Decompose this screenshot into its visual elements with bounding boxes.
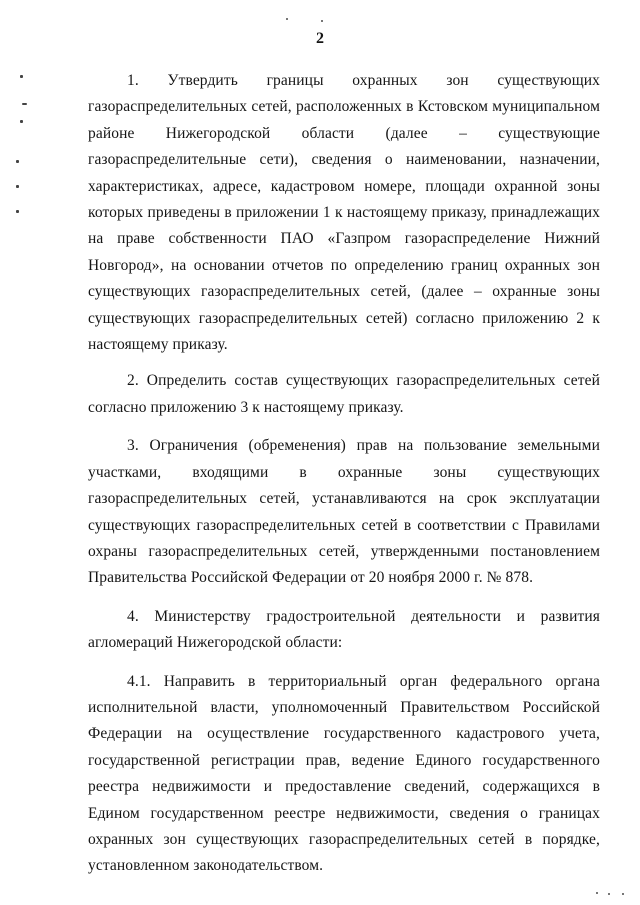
paragraph-3: 3. Ограничения (обременения) прав на пользование земельными участками, входящими в охранные зоны существующих газораспределительных сетей, устанавливаются на срок эксплуатации существующих газораспределительных сетей в соответствии с Правилами охраны газораспределительных сетей, утвержденными постановлением Правительства Российской Федерации от 20 ноября 2000 г. № 878. (88, 437, 600, 587)
document-body (88, 68, 600, 890)
scan-speck (286, 18, 288, 20)
scan-speck (321, 20, 323, 22)
paragraph-4: 4. Министерству градостроительной деятельности и развития агломераций Нижегородской области: (88, 607, 600, 652)
margin-mark (16, 210, 19, 213)
page-number: 2 (316, 30, 324, 47)
paragraph-4-1: 4.1. Направить в территориальный орган федерального органа исполнительной власти, уполномоченный Правительством Российской Федерации на осуществление государственного кадастрового учета, государственной регистрации прав, ведение Единого государственного реестра недвижимости и предоставление сведений, содержащихся в Едином государственном реестре недвижимости, сведения о границах охранных зон существующих газораспределительных сетей в порядке, установленном законодательством. (88, 672, 600, 875)
scan-speck (622, 893, 624, 895)
scan-speck (608, 893, 610, 895)
paragraph-2: 2. Определить состав существующих газораспределительных сетей согласно приложению 3 к настоящему приказу. (88, 372, 600, 416)
margin-mark (22, 103, 27, 105)
scan-speck (596, 892, 598, 894)
margin-mark (20, 75, 23, 78)
margin-mark (16, 160, 19, 163)
paragraph-1: 1. Утвердить границы охранных зон существующих газораспределительных сетей, расположенных в Кстовском муниципальном районе Нижегородской области (далее – существующие газораспределительные сети), сведения о наименовании, назначении, характеристиках, адресе, кадастровом номере, площади охранной зоны которых приведены в приложении 1 к настоящему приказу, принадлежащих на праве собственности ПАО «Газпром газораспределение Нижний Новгород», на основании отчетов по определению границ охранных зон существующих газораспределительных сетей, (далее – охранные зоны существующих газораспределительных сетей) согласно приложению 2 к настоящему приказу. (88, 72, 600, 354)
margin-mark (20, 120, 23, 123)
margin-mark (16, 185, 19, 188)
